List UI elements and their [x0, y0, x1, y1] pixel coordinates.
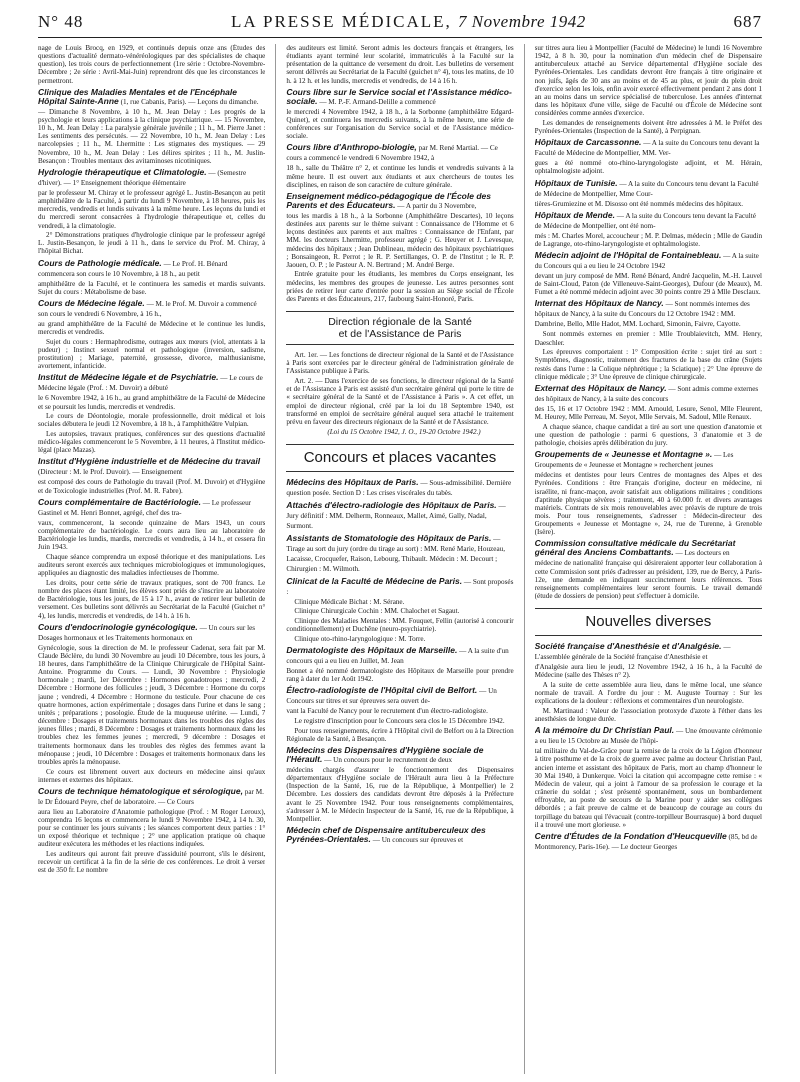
- paragraph: Art. 1er. — Les fonctions de directeur régional de la Santé et de l'Assistance à Paris sont exercées par le directeur général de l'administration générale de l'Assistance publique à Paris.: [286, 351, 514, 376]
- paragraph: Clinique Chirurgicale Cochin : MM. Chalochet et Sagaut.: [294, 607, 460, 616]
- paragraph: Clinique des Maladies Mentales : MM. Fouquet, Fellin (autorisé à concourir conditionnellement) et Duchêne (neuro-psychiatrie).: [286, 616, 514, 634]
- paragraph: sur titres aura lieu à Montpellier (Faculté de Médecine) le lundi 16 Novembre 1942, à 8 h. 30, pour la nomination d'un médecin chef de Dispensaire antituberculeux attaché au Service départemental d'Hygiène sociale des Pyrénées-Orientales. Les candidats devront être français à titre originaire et non juifs, âgés de 30 ans au moins et de 45 au plus, et jouir du plein droit d'exercice selon les lois, enfin avoir exercé effectivement pendant 2 ans dont 1 an au moins dans un service spécialisé de tuberculose. Les années d'internat dans les hôpitaux d'une ville, siège de Faculté ou d'École de Médecine sont considérées comme années d'exercice.: [534, 44, 763, 118]
- section-banner-line: et de l'Assistance de Paris: [338, 328, 462, 341]
- section-heading-title: Cours d'endocrinologie gynécologique.: [38, 621, 198, 632]
- section-heading-text: — (Semestre d'hiver). — 1° Enseignement théorique élémentaire: [38, 168, 247, 187]
- section-heading-text: — A la suite du Concours tenu devant la Faculté de Médecine de Montpellier, MM. Ver-: [534, 139, 760, 158]
- paragraph: des auditeurs est limité. Seront admis les docteurs français et étrangers, les étudiants ayant terminé leur scolarité, immatriculés à la Faculté sur la présentation de la quittance de versement du droit. Les bulletins de versement seront délivrés au Secrétariat de la Faculté (guichet n° 4), tous les matins, de 10 h. à 12 h. et les lundis, mercredis et vendredis, de 14 à 16 h.: [286, 44, 514, 85]
- section-heading: [38, 498, 265, 518]
- paragraph: amphithéâtre de la Faculté, et le continuera les samedis et mardis suivants. Sujet du cours : Métabolisme de base.: [38, 279, 266, 296]
- section-heading-text: — Le cours de Médecine légale (Prof. : M. Duvoir) a débuté: [38, 374, 263, 393]
- section-heading: [535, 832, 762, 852]
- section-heading: [286, 577, 513, 597]
- section-heading-title: Groupements de « Jeunesse et Montagne ».: [534, 449, 713, 460]
- column-divider: [275, 44, 276, 1074]
- section-heading-title: Hôpitaux de Carcassonne.: [534, 137, 642, 148]
- section-heading-text: — A la suite du Concours qui a eu lieu le 24 Octobre 1942: [534, 252, 759, 270]
- section-heading-text: — Jury définitif : MM. Delherm, Ronneaux, Mallet, Aimé, Gally, Nadal, Surmont.: [286, 501, 506, 530]
- section-heading-text: par M. le Dr Édouard Peyre, chef de laboratoire. — Ce Cours: [38, 787, 264, 806]
- section-heading: [535, 642, 762, 662]
- paragraph: Clinique Médicale Bichat : M. Sérane.: [294, 597, 405, 606]
- paragraph: Les droits, pour cette série de travaux pratiques, sont de 700 francs. Le nombre des places étant limité, les élèves sont priés de s'inscrire au laboratoire de Bactériologie, tous les jours, de 15 à 17 h., avant de retirer leur bulletin de versement. Ces bulletins sont délivrés au Secrétariat de la Faculté (Guichet n° 4), les lundis, mercredis et vendredis, de 14 h. à 16 h.: [38, 578, 266, 620]
- journal-title: LA PRESSE MÉDICALE,: [231, 12, 452, 31]
- column-divider: [524, 44, 525, 1074]
- paragraph: nage de Louis Brocq, en 1929, et continués depuis onze ans (Études des questions d'actualité dermato-vénéréologiques par des spécialistes de chaque question), les trois cours de perfectionnement (1re série : Octobre-Novembre-Décembre ; 2e série : Avril-Mai-Juin) reprendront dès que les circonstances le permettront.: [38, 44, 266, 85]
- section-heading: [535, 179, 762, 199]
- section-title: Nouvelles diverses: [535, 608, 762, 636]
- section-heading-text: — Un Concours sur titres et sur épreuves sera ouvert de-: [286, 687, 497, 706]
- section-heading-title: Cours libre d'Anthropo-biologie,: [286, 142, 417, 153]
- paragraph: Les demandes de renseignements doivent être adressées à M. le Préfet des Pyrénées-Orientales (Inspection de la Santé), à Perpignan.: [534, 118, 763, 136]
- paragraph: Pour tous renseignements, écrire à l'Hôpital civil de Belfort ou à la Direction Régionale de la Santé, à Besançon.: [286, 726, 514, 743]
- section-heading-text: — Sont nommés internes des hôpitaux de Nancy, à la suite du Concours du 12 Octobre 1942 : MM. Dambrine, Bello, Mlle Hadot, MM. Lochard, Simonin, Faivre, Cayotte.: [534, 300, 750, 329]
- section-heading-title: Électro-radiologiste de l'Hôpital civil de Belfort.: [286, 685, 478, 696]
- paragraph: Art. 2. — Dans l'exercice de ses fonctions, le directeur régional de la Santé et de l'Assistance à Paris est assisté d'un secrétaire général qui porte le titre de « secrétaire général de la Santé et de l'Assistance à Paris ». A cet effet, un emploi de directeur régional, créé par la loi du 18 Septembre 1940, est transformé en emploi de secrétaire général auquel sera attaché le traitement prévu en faveur des directeurs régionaux de la Santé et de l'Assistance.: [286, 377, 514, 426]
- column-1: [38, 44, 265, 1074]
- paragraph: Gynécologie, sous la direction de M. le professeur Cadenat, sera fait par M. Claude Béclère, du lundi 30 Novembre au jeudi 10 Décembre, tous les jours, à 18 heures, dans l'amphithéâtre de la Clinique Chirurgicale de l'Hôpital Saint-Antoine. Programme du Cours. — Lundi, 30 Novembre : Physiologie hormonale ; mardi, 1er Décembre : Hormones gonadotropes ; mercredi, 2 Décembre : Hormone des follicules ; jeudi, 3 Décembre : Hormone du corps jaune ; vendredi, 4 Décembre : Hormone du testicule. Pour chacune de ces quatre hormones, action expérimentale ; dosages dans l'urine et dans le sang ; unités ; préparations ; posologie. Étude de la muqueuse utérine. — Lundi, 7 décembre : Dosages et traitements hormonaux dans les troubles des règles des jeunes filles ; mardi, 8 Décembre : Dosages et traitements hormonaux dans les troubles chez les femmes jeunes ; mercredi, 9 décembre : Dosages et traitements hormonaux dans les troubles des règles des femmes avant la ménopause ; jeudi, 10 Décembre : Dosages et traitements hormonaux dans les troubles après la ménopause.: [38, 643, 266, 766]
- section-heading-title: Société française d'Anesthésie et d'Analgésie.: [534, 641, 722, 652]
- section-banner-line: Direction régionale de la Santé: [328, 316, 472, 329]
- paragraph: 2° Démonstrations pratiques d'hydrologie clinique par le professeur agrégé L. Justin-Besançon, le jeudi à 11 h., dans le service du Prof. M. Chiray, à l'hôpital Bichat.: [38, 231, 266, 256]
- paragraph: médecins chargés d'assurer le fonctionnement des Dispensaires départementaux d'Hygiène sociale de l'Hérault aura lieu à la Préfecture (Inspection de la Santé, 16, rue de la République, à Montpellier) le 2 Décembre. Les dossiers des candidats devront être déposés à la Préfecture avant le 25 Novembre 1942. Pour tous renseignements complémentaires, s'adresser à M. le Médecin Inspecteur de la Santé, 16, rue de la République, à Montpellier.: [286, 765, 514, 823]
- section-heading: [38, 299, 265, 319]
- paragraph: Le registre d'inscription pour le Concours sera clos le 15 Décembre 1942.: [294, 716, 505, 725]
- paragraph: vaux, commenceront, la seconde quinzaine de Mars 1943, un cours complémentaire de bactériologie. Le cours aura lieu au laboratoire de Bactériologie les lundis, mardis, mercredis et vendredis, à 14 h., et cessera fin Juin 1943.: [38, 518, 266, 552]
- section-heading: [286, 88, 513, 107]
- section-heading: [38, 373, 265, 393]
- section-heading: [286, 686, 513, 706]
- section-heading: [286, 534, 513, 574]
- section-heading-title: Médecin chef de Dispensaire antituberculeux des Pyrénées-Orientales.: [286, 824, 486, 844]
- paragraph: médecine de nationalité française qui désireraient apporter leur collaboration à cette Commission sont priés d'adresser au président, 139, rue de Bercy, à Paris-12e, une demande en indiquant succinctement leurs références. Tous renseignements complémentaires leur seront fournis. Le travail demandé (étude de dossiers de pension) peut s'effectuer à domicile.: [534, 559, 763, 601]
- section-heading: [38, 623, 265, 643]
- paragraph: Bonnet a été nommé dermatologiste des Hôpitaux de Marseille pour prendre rang à dater du 1er Août 1942.: [286, 666, 514, 684]
- section-heading: [38, 259, 265, 279]
- paragraph: A la suite de cette assemblée aura lieu, dans le même local, une séance normale de travail. A l'ordre du jour : M. Auguste Tournay : Sur les explications de la douleur : réflexions et commentaires d'un neurologiste.: [534, 681, 763, 706]
- paragraph: gues a été nommé oto-rhino-laryngologiste adjoint, et M. Hérain, ophtalmologiste adjoint.: [534, 159, 763, 176]
- section-heading: [286, 746, 513, 765]
- section-heading-title: Institut d'Hygiène industrielle et de Médecine du travail: [38, 456, 261, 467]
- paragraph: Sujet du cours : Hermaphrodisme, outrages aux mœurs (viol, attentats à la pudeur) ; Instinct sexuel normal et pathologique (inversion, sadisme, prostitution) ; Mariage, paternité, grossesse, divorce, malthusianisme, avortement, infanticide.: [38, 337, 266, 371]
- paragraph: le mercredi 4 Novembre 1942, à 18 h., à la Sorbonne (amphithéâtre Edgard-Quinet), et continuera les mercredis suivants, à la même heure, une série de conférences sur l'organisation du Service social et de l'Assistance médico-sociale.: [286, 107, 514, 141]
- page-header: [38, 12, 762, 38]
- section-heading-title: Médecins des Dispensaires d'Hygiène sociale de l'Hérault.: [286, 744, 484, 764]
- section-heading-text: — Un concours sur épreuves et: [370, 835, 464, 844]
- paragraph: M. Martinaud : Valeur de l'association protoxyde d'azote à l'éther dans les anesthésies de longue durée.: [534, 707, 763, 724]
- section-heading-text: — Tirage au sort du jury (ordre du tirage au sort) : MM. René Marie, Houzeau, Lacaisse, Crocquefer, Raison, Lebourg, Thibault. Médecin : M. Decourt ; Chirurgien : M. Wilmoth.: [286, 534, 506, 573]
- paragraph: médecins et dentistes pour leurs Centres de montagnes des Alpes et des Pyrénées. Conditions : être Français d'origine, docteur en médecine, ni israélite, ni franc-maçon, avoir satisfait aux obligations militaires ; conditions d'aptitude physique sévères ; traitement, 40 à 60.000 fr. et divers avantages matériels. Contrats de six mois renouvelables avec préavis de rupture de trois mois. Pour tous renseignements, s'adresser : Médecin-directeur des Groupements « Jeunesse et Montagne », 24, rue de Turenne, à Grenoble (Isère).: [534, 471, 763, 537]
- section-banner: [286, 311, 513, 345]
- section-title: Concours et places vacantes: [286, 444, 513, 472]
- section-heading-text: — A la suite du Concours tenu devant la Faculté de Médecine de Montpellier, ont été nom-: [534, 211, 756, 230]
- section-heading-title: Cours de Médecine légale.: [38, 297, 145, 308]
- section-heading-title: Hydrologie thérapeutique et Climatologie.: [38, 166, 207, 177]
- section-heading-text: — Sont admis comme externes des hôpitaux de Nancy, à la suite des concours: [534, 384, 759, 403]
- section-heading-title: Médecin adjoint de l'Hôpital de Fontainebleau.: [534, 250, 722, 260]
- section-heading-text: — Le Prof. H. Bénard commencera son cours le 10 Novembre, à 18 h., au petit: [38, 259, 228, 278]
- section-heading-text: — A la suite d'un concours qui a eu lieu en Juillet, M. Jean: [286, 646, 509, 665]
- paragraph: est composé des cours de Pathologie du travail (Prof. M. Duvoir) et d'Hygiène et de Toxicologie industrielles (Prof. M. R. Fabre).: [38, 478, 266, 495]
- section-heading-text: — Les Groupements de « Jeunesse et Montagne » recherchent jeunes: [534, 451, 734, 470]
- paragraph: Les épreuves comportaient : 1° Composition écrite : sujet tiré au sort : Symptômes, diagnostic, traitement des fractures de la base du crâne (Sujets restés dans l'urne : la Colique néphrétique ; la Sciatique) ; 2° Une épreuve de clinique médicale ; 3° Une épreuve de clinique chirurgicale.: [534, 348, 763, 381]
- section-heading: [286, 646, 513, 666]
- paragraph: Entrée gratuite pour les étudiants, les membres du Corps enseignant, les médecins, les membres des groupes de jeunesse. Les autres personnes sont priées de retirer leur carte d'entrée pour la session au Siège social de l'École des Parents et des Éducateurs, 217, faubourg Saint-Honoré, Paris.: [286, 270, 514, 303]
- paragraph: vant la Faculté de Nancy pour le recrutement d'un électro-radiologiste.: [286, 707, 488, 716]
- paragraph: tous les mardis à 18 h., à la Sorbonne (Amphithéâtre Descartes), 10 leçons destinées aux parents sur le thème suivant : Connaissance de l'Homme et 6 leçons destinées aux parents et aux maîtres : Connaissance de l'Enfant, par MM. les docteurs Lhermitte, professeur agrégé ; G. Heuyer et J. Levesque, médecins des hôpitaux ; Jean Dublineau, médecin des hôpitaux psychiatriques ; Bonsaingeon, R. Perrot ; le R. P. Sertillanges, O. P. de l'Institut ; le R. P. Jaouen, O. P. ; le Pasteur A. N. Bertrand ; M. André Berge.: [286, 211, 514, 269]
- section-heading-text: — A partir du 3 Novembre,: [395, 201, 477, 210]
- section-heading-text: — Sous-admissibilité. Dernière question posée. Section D : Les crises viscérales du tabès.: [286, 478, 512, 497]
- section-heading-title: Attachés d'électro-radiologie des Hôpitaux de Paris.: [286, 499, 497, 510]
- column-3: [535, 44, 762, 1074]
- section-heading-title: Assistants de Stomatologie des Hôpitaux de Paris.: [286, 532, 492, 543]
- section-heading: [286, 143, 513, 163]
- paragraph: par le professeur M. Chiray et le professeur agrégé L. Justin-Besançon au petit amphithéâtre de la Faculté, à partir du lundi 9 Novembre, à 18 heures, puis les mercredis, vendredis et lundis suivants à la même heure. Les leçons du lundi et du mercredi seront consacrées à l'hydrologie thérapeutique et, celles du vendredi, à la climatologie.: [38, 188, 266, 230]
- section-heading-title: Externat des Hôpitaux de Nancy.: [534, 382, 667, 393]
- section-heading: [286, 192, 513, 211]
- section-heading-text: — A la suite du Concours tenu devant la Faculté de Médecine de Montpellier, Mme Cour-: [534, 179, 759, 198]
- section-heading: [38, 88, 265, 107]
- section-heading-title: Centre d'Études de la Fondation d'Heucqueville: [534, 830, 727, 841]
- section-heading-title: Cours de technique hématologique et sérologique,: [38, 785, 243, 796]
- paragraph: tal militaire du Val-de-Grâce pour la remise de la croix de la Légion d'honneur à titre posthume et de la croix de guerre avec palme au docteur Christian Paul, ancien interne et assistant des hôpitaux de Paris, mort au champ d'honneur le 30 Mai 1940, à Dunkerque. Voici la citation qui accompagne cette remise : « Médecin de valeur, qui a joint à l'amour de sa profession le courage et la crânerie du soldat ; s'est présenté spontanément, sous un bombardement effroyable, au poste de secours de la Marine pour y aider ses collègues débordés ; a fait preuve de calme et de beaucoup de courage au cours du torpillage du bateau qui l'évacuait (contre-torpilleur Bourrasque) à bord duquel il a trouvé une mort glorieuse. »: [534, 747, 763, 829]
- section-heading-text: — Le professeur Gastinel et M. Henri Bonnet, agrégé, chef des tra-: [38, 498, 252, 517]
- paragraph: aura lieu au Laboratoire d'Anatomie pathologique (Prof. : M Roger Leroux), comprendra 16 leçons et commencera le lundi 9 Novembre 1942, à 14 h. 30, pour se continuer les jours suivants ; les séances comportent deux parties : 1° un exposé théorique et technique ; 2° une application pratique où chaque auditeur exécutera les méthodes et les réactions indiquées.: [38, 807, 266, 849]
- paragraph: 18 h., salle du Théâtre n° 2, et continue les lundis et vendredis suivants à la même heure. Il est ouvert aux étudiants et aux chercheurs de toutes les disciplines, en raison de son caractère de culture générale.: [286, 164, 514, 189]
- section-heading: [535, 211, 762, 231]
- paragraph: des 15, 16 et 17 Octobre 1942 : MM. Arnould, Lesure, Senol, Mlle Fleurent, M. Heurey, Mlle Perreau, M. Seyot, Mlle Servais, M. Sadoul, Mlle Renaux.: [534, 404, 763, 422]
- paragraph: Sont nommés externes en premier : Mlle Troublaievitch, MM. Henry, Daeschler.: [534, 330, 763, 347]
- section-heading-text: — Un cours sur les Dosages hormonaux et les Traitements hormonaux en: [38, 623, 256, 642]
- section-heading-text: — Une émouvante cérémonie a eu lieu le 15 Octobre au Musée de l'hôpi-: [534, 727, 762, 746]
- section-heading: [38, 168, 265, 188]
- section-heading-text: — L'assemblée générale de la Société française d'Anesthésie et: [534, 643, 731, 662]
- section-heading: [38, 787, 265, 807]
- paragraph: Le cours de Déontologie, morale professionnelle, droit médical et lois sociales débutera le jeudi 12 Novembre, à 18 h., à l'amphithéâtre Vulpian.: [38, 412, 266, 429]
- column-2: [286, 44, 513, 1074]
- section-heading-title: Commission consultative médicale du Secrétariat général des Anciens Combattants.: [534, 538, 736, 558]
- section-heading-text: — M. le Prof. M. Duvoir a commencé son cours le vendredi 6 Novembre, à 16 h.,: [38, 299, 257, 318]
- section-heading: [38, 457, 265, 477]
- paragraph: Chaque séance comprendra un exposé théorique et des manipulations. Les auditeurs seront exercés aux techniques microbiologiques et immunologiques, appliquées au diagnostic des maladies infectieuses de l'homme.: [38, 552, 266, 578]
- paragraph: Les autopsies, travaux pratiques, conférences sur des questions d'actualité médico-légales commenceront le 5 Novembre, à 11 heures, à l'Institut médico-légal (place Mazas).: [38, 430, 266, 455]
- section-heading-text: (85, bd de Montmorency, Paris-16e). — Le docteur Georges: [534, 832, 758, 851]
- paragraph: A chaque séance, chaque candidat a tiré au sort une question d'anatomie et une question de pathologie : parmi 6 questions, 3 d'anatomie et 3 de pathologie, choisies après délibération du jury.: [534, 422, 763, 448]
- section-heading: [535, 299, 762, 329]
- header-rule: [38, 37, 762, 38]
- section-heading-title: Internat des Hôpitaux de Nancy.: [534, 298, 664, 309]
- section-heading-title: Enseignement médico-pédagogique de l'École des Parents et des Éducateurs.: [286, 190, 491, 210]
- section-heading-text: (1, rue Cabanis, Paris). — Leçons du dimanche.: [118, 97, 259, 106]
- paragraph: Clinique oto-rhino-laryngologique : M. Torre.: [294, 634, 426, 643]
- section-heading-title: Dermatologiste des Hôpitaux de Marseille.: [286, 644, 458, 655]
- paragraph: més : M. Charles Morel, accoucheur ; M. P. Delmas, médecin ; Mlle de Gaudin de Lagrange, oto-rhino-laryngologiste et ophtalmologiste.: [534, 231, 763, 248]
- masthead: [231, 12, 586, 32]
- section-heading-title: Hôpitaux de Mende.: [534, 209, 615, 220]
- section-heading-text: (Directeur : M. le Prof. Duvoir). — Enseignement: [38, 468, 183, 477]
- section-heading: [535, 450, 762, 470]
- section-heading: [286, 478, 513, 498]
- section-heading: [286, 826, 513, 845]
- section-heading-title: Cours de Pathologie médicale.: [38, 257, 162, 268]
- page-number-right: 687: [733, 12, 762, 31]
- section-heading-text: par M. René Martial. — Ce cours a commencé le vendredi 6 Novembre 1942, à: [286, 144, 498, 163]
- paragraph: Ce cours est librement ouvert aux docteurs en médecine ainsi qu'aux internes et externes des hôpitaux.: [38, 767, 266, 784]
- section-heading-title: Hôpitaux de Tunisie.: [534, 177, 618, 188]
- section-heading: [535, 384, 762, 404]
- section-heading-title: Clinique des Maladies Mentales et de l'Encéphale Hôpital Sainte-Anne: [38, 86, 237, 106]
- section-heading-title: Clinicat de la Faculté de Médecine de Paris.: [286, 575, 463, 586]
- section-heading-title: Institut de Médecine légale et de Psychiatrie.: [38, 372, 219, 383]
- section-heading-text: — Les docteurs en: [673, 549, 730, 558]
- section-heading: [286, 501, 513, 531]
- paragraph: Les auditeurs qui auront fait preuve d'assiduité pourront, s'ils le désirent, recevoir un certificat à la fin de la série de ces conférences. Le droit à verser est de 350 fr. Le nombre: [38, 850, 266, 875]
- section-heading-title: Cours complémentaire de Bactériologie.: [38, 496, 201, 507]
- section-heading-title: Cours libre sur le Service social et l'Assistance médico-sociale.: [286, 86, 512, 106]
- paragraph: le 6 Novembre 1942, à 16 h., au grand amphithéâtre de la Faculté de Médecine et se poursuit les lundis, mercredis et vendredis.: [38, 394, 266, 411]
- section-heading-title: A la mémoire du Dr Christian Paul.: [534, 725, 675, 736]
- section-heading-title: Médecins des Hôpitaux de Paris.: [286, 476, 419, 487]
- article-columns: [38, 44, 762, 1074]
- paragraph: d'Analgésie aura lieu le jeudi, 12 Novembre 1942, à 16 h., à la Faculté de Médecine (salle des Thèses n° 2).: [534, 663, 763, 680]
- paragraph: au grand amphithéâtre de la Faculté de Médecine et le continue les lundis, mercredis et vendredis.: [38, 319, 266, 337]
- section-heading-text: — Sont proposés :: [286, 577, 514, 596]
- paragraph: tières-Grumiezine et M. Disosso ont été nommés médecins des hôpitaux.: [534, 199, 744, 208]
- section-heading: [535, 539, 762, 558]
- paragraph: devant un jury composé de MM. René Bénard, André Jacquelin, M.-H. Lauvel de Saint-Cloud, Paton (de Villeneuve-Saint-Georges), Dufour (de Meaux), M. Fumet a été nommé médecin adjoint avec 30 points contre 29 à Mlle Desclaux.: [534, 272, 763, 297]
- issue-date: 7 Novembre 1942: [458, 12, 586, 31]
- page-number-left: N° 48: [38, 12, 84, 31]
- section-heading-text: — Un concours pour le recrutement de deux: [322, 755, 453, 764]
- section-heading: [535, 138, 762, 158]
- legal-reference: (Loi du 15 Octobre 1942, J. O., 19-20 Octobre 1942.): [327, 427, 481, 436]
- section-heading: [535, 726, 762, 746]
- section-heading-text: — M. P.-F. Armand-Delille a commencé: [317, 97, 436, 106]
- paragraph: — Dimanche 8 Novembre, à 10 h., M. Jean Delay : Les progrès de la psychologie et leurs applications à la clinique psychiatrique. — 15 Novembre, 10 h., M. Jean Delay : La paralysie générale juvénile ; 11 h., M. Pierre Janet : Les sentiments des persécutés. — 22 Novembre, 10 h., M. Jean Delay : Les narcolepsies ; 11 h., M. Lhermitte : Les stigmates des mystiques. — 29 Novembre, 10 h., M. Jean Delay : Les délires spirites ; 11 h., M. Juslin-Besançon : Troubles mentaux des avitaminoses nicotiniques.: [38, 107, 266, 165]
- section-heading: [535, 251, 762, 271]
